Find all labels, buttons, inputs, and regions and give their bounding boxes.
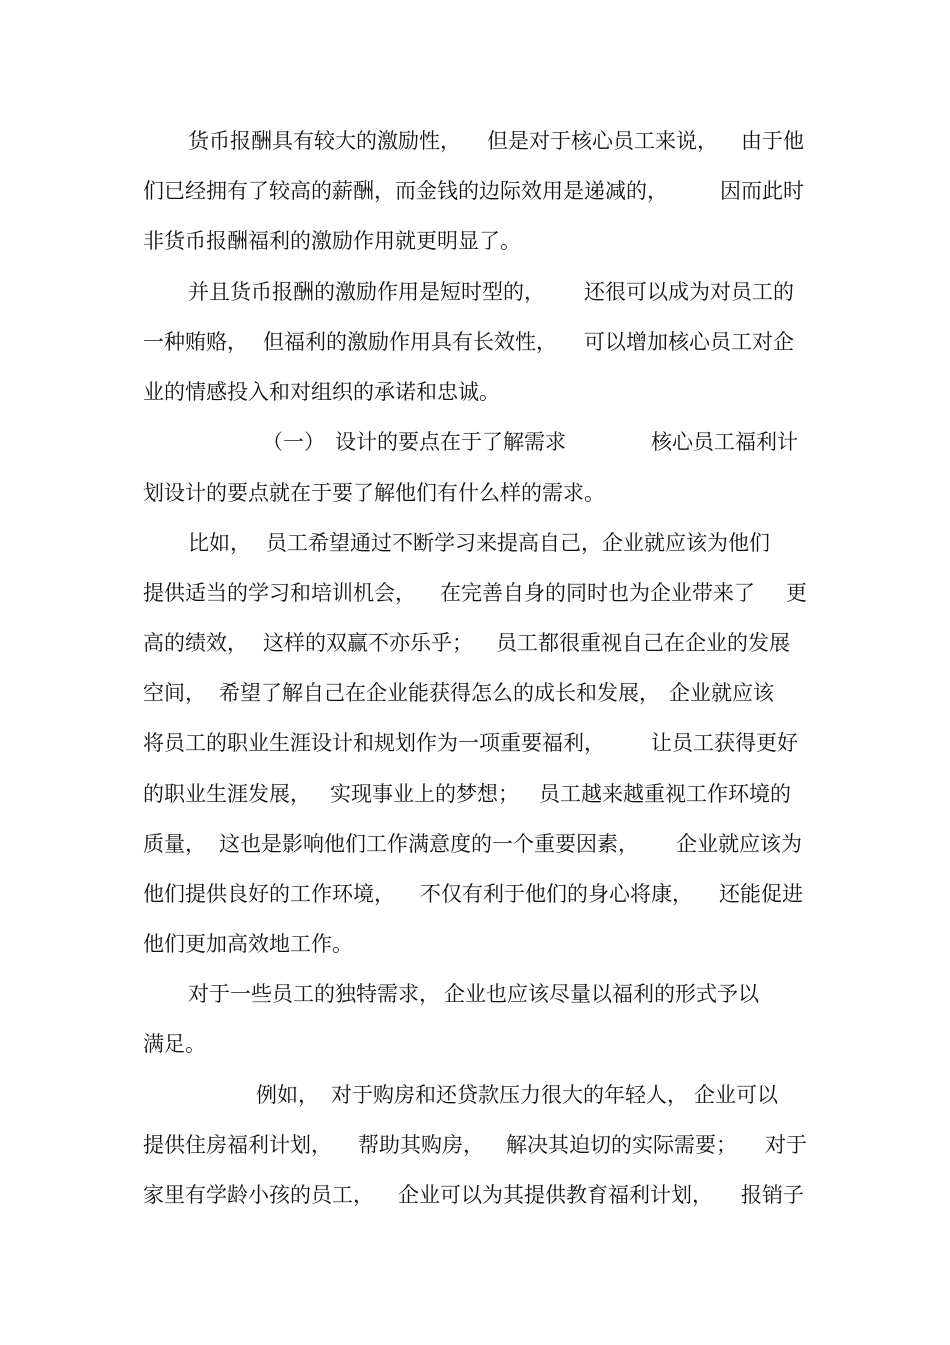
text-segment: 并且货币报酬的激励作用是短时型的， (188, 280, 545, 304)
text-line (0, 926, 950, 962)
text-segment: 划设计的要点就在于要了解他们有什么样的需求。 (143, 481, 605, 505)
text-segment: 业的情感投入和对组织的承诺和忠诚。 (143, 380, 500, 404)
text-line (0, 274, 950, 310)
text-segment: 空间， (143, 681, 206, 705)
text-segment: 由于他 (741, 129, 804, 153)
text-segment: 比如， (188, 531, 251, 555)
text-segment: 实现事业上的梦想； (330, 782, 519, 806)
text-segment: 员工希望通过不断学习来提高自己，企业就应该为他们 (266, 531, 770, 555)
text-line (0, 475, 950, 511)
text-segment: 对于一些员工的独特需求， (188, 982, 440, 1006)
text-segment: 们已经拥有了较高的薪酬，而金钱的边际效用是递减的， (143, 179, 668, 203)
text-line (0, 725, 950, 761)
text-segment: 员工都很重视自己在企业的发展 (496, 631, 790, 655)
text-segment: 希望了解自己在企业能获得怎么的成长和发展， (219, 681, 660, 705)
text-line (0, 876, 950, 912)
text-segment: 家里有学龄小孩的员工， (143, 1183, 374, 1207)
text-line (0, 173, 950, 209)
text-line (0, 1026, 950, 1062)
text-segment: 企业就应该为 (676, 832, 802, 856)
text-segment: 这也是影响他们工作满意度的一个重要因素， (219, 832, 639, 856)
text-segment: 非货币报酬福利的激励作用就更明显了。 (143, 229, 521, 253)
text-segment: 对于 (765, 1133, 807, 1157)
text-segment: 核心员工福利计 (651, 430, 798, 454)
text-segment: 员工越来越重视工作环境的 (539, 782, 791, 806)
text-line (0, 675, 950, 711)
text-line (0, 424, 950, 460)
text-segment: 因而此时 (720, 179, 804, 203)
text-segment: 高的绩效， (143, 631, 248, 655)
text-line (0, 324, 950, 360)
text-segment: 报销子 (741, 1183, 804, 1207)
text-segment: 一种贿赂， (143, 330, 248, 354)
text-segment: 货币报酬具有较大的激励性， (188, 129, 461, 153)
text-segment: 提供适当的学习和培训机会， (143, 581, 416, 605)
text-segment: 提供住房福利计划， (143, 1133, 332, 1157)
text-segment: （一） (262, 430, 325, 454)
text-segment: 将员工的职业生涯设计和规划作为一项重要福利， (143, 731, 605, 755)
text-segment: 对于购房和还贷款压力很大的年轻人， (331, 1083, 688, 1107)
text-segment: 满足。 (143, 1032, 206, 1056)
text-line (0, 123, 950, 159)
text-segment: 他们提供良好的工作环境， (143, 882, 395, 906)
text-line (0, 776, 950, 812)
text-line (0, 826, 950, 862)
text-line (0, 223, 950, 259)
text-line (0, 1177, 950, 1213)
text-segment: 企业可以 (694, 1083, 778, 1107)
text-segment: 设计的要点在于了解需求 (335, 430, 566, 454)
text-segment: 可以增加核心员工对企 (584, 330, 794, 354)
text-segment: 例如， (256, 1083, 319, 1107)
text-segment: 这样的双赢不亦乐乎； (263, 631, 473, 655)
text-segment: 企业也应该尽量以福利的形式予以 (444, 982, 759, 1006)
text-segment: 更 (786, 581, 807, 605)
text-segment: 企业就应该 (669, 681, 774, 705)
text-segment: 在完善自身的同时也为企业带来了 (440, 581, 755, 605)
text-line (0, 1077, 950, 1113)
text-line (0, 374, 950, 410)
text-segment: 的职业生涯发展， (143, 782, 311, 806)
text-segment: 但是对于核心员工来说， (487, 129, 718, 153)
text-line (0, 575, 950, 611)
text-line (0, 1127, 950, 1163)
text-segment: 解决其迫切的实际需要； (506, 1133, 737, 1157)
text-segment: 不仅有利于他们的身心将康， (420, 882, 693, 906)
text-segment: 企业可以为其提供教育福利计划， (398, 1183, 713, 1207)
text-segment: 还能促进 (719, 882, 803, 906)
text-segment: 他们更加高效地工作。 (143, 932, 353, 956)
text-segment: 质量， (143, 832, 206, 856)
text-line (0, 976, 950, 1012)
text-segment: 还很可以成为对员工的 (584, 280, 794, 304)
text-segment: 但福利的激励作用具有长效性， (263, 330, 557, 354)
text-segment: 让员工获得更好 (651, 731, 798, 755)
text-line (0, 525, 950, 561)
text-line (0, 625, 950, 661)
text-segment: 帮助其购房， (358, 1133, 484, 1157)
